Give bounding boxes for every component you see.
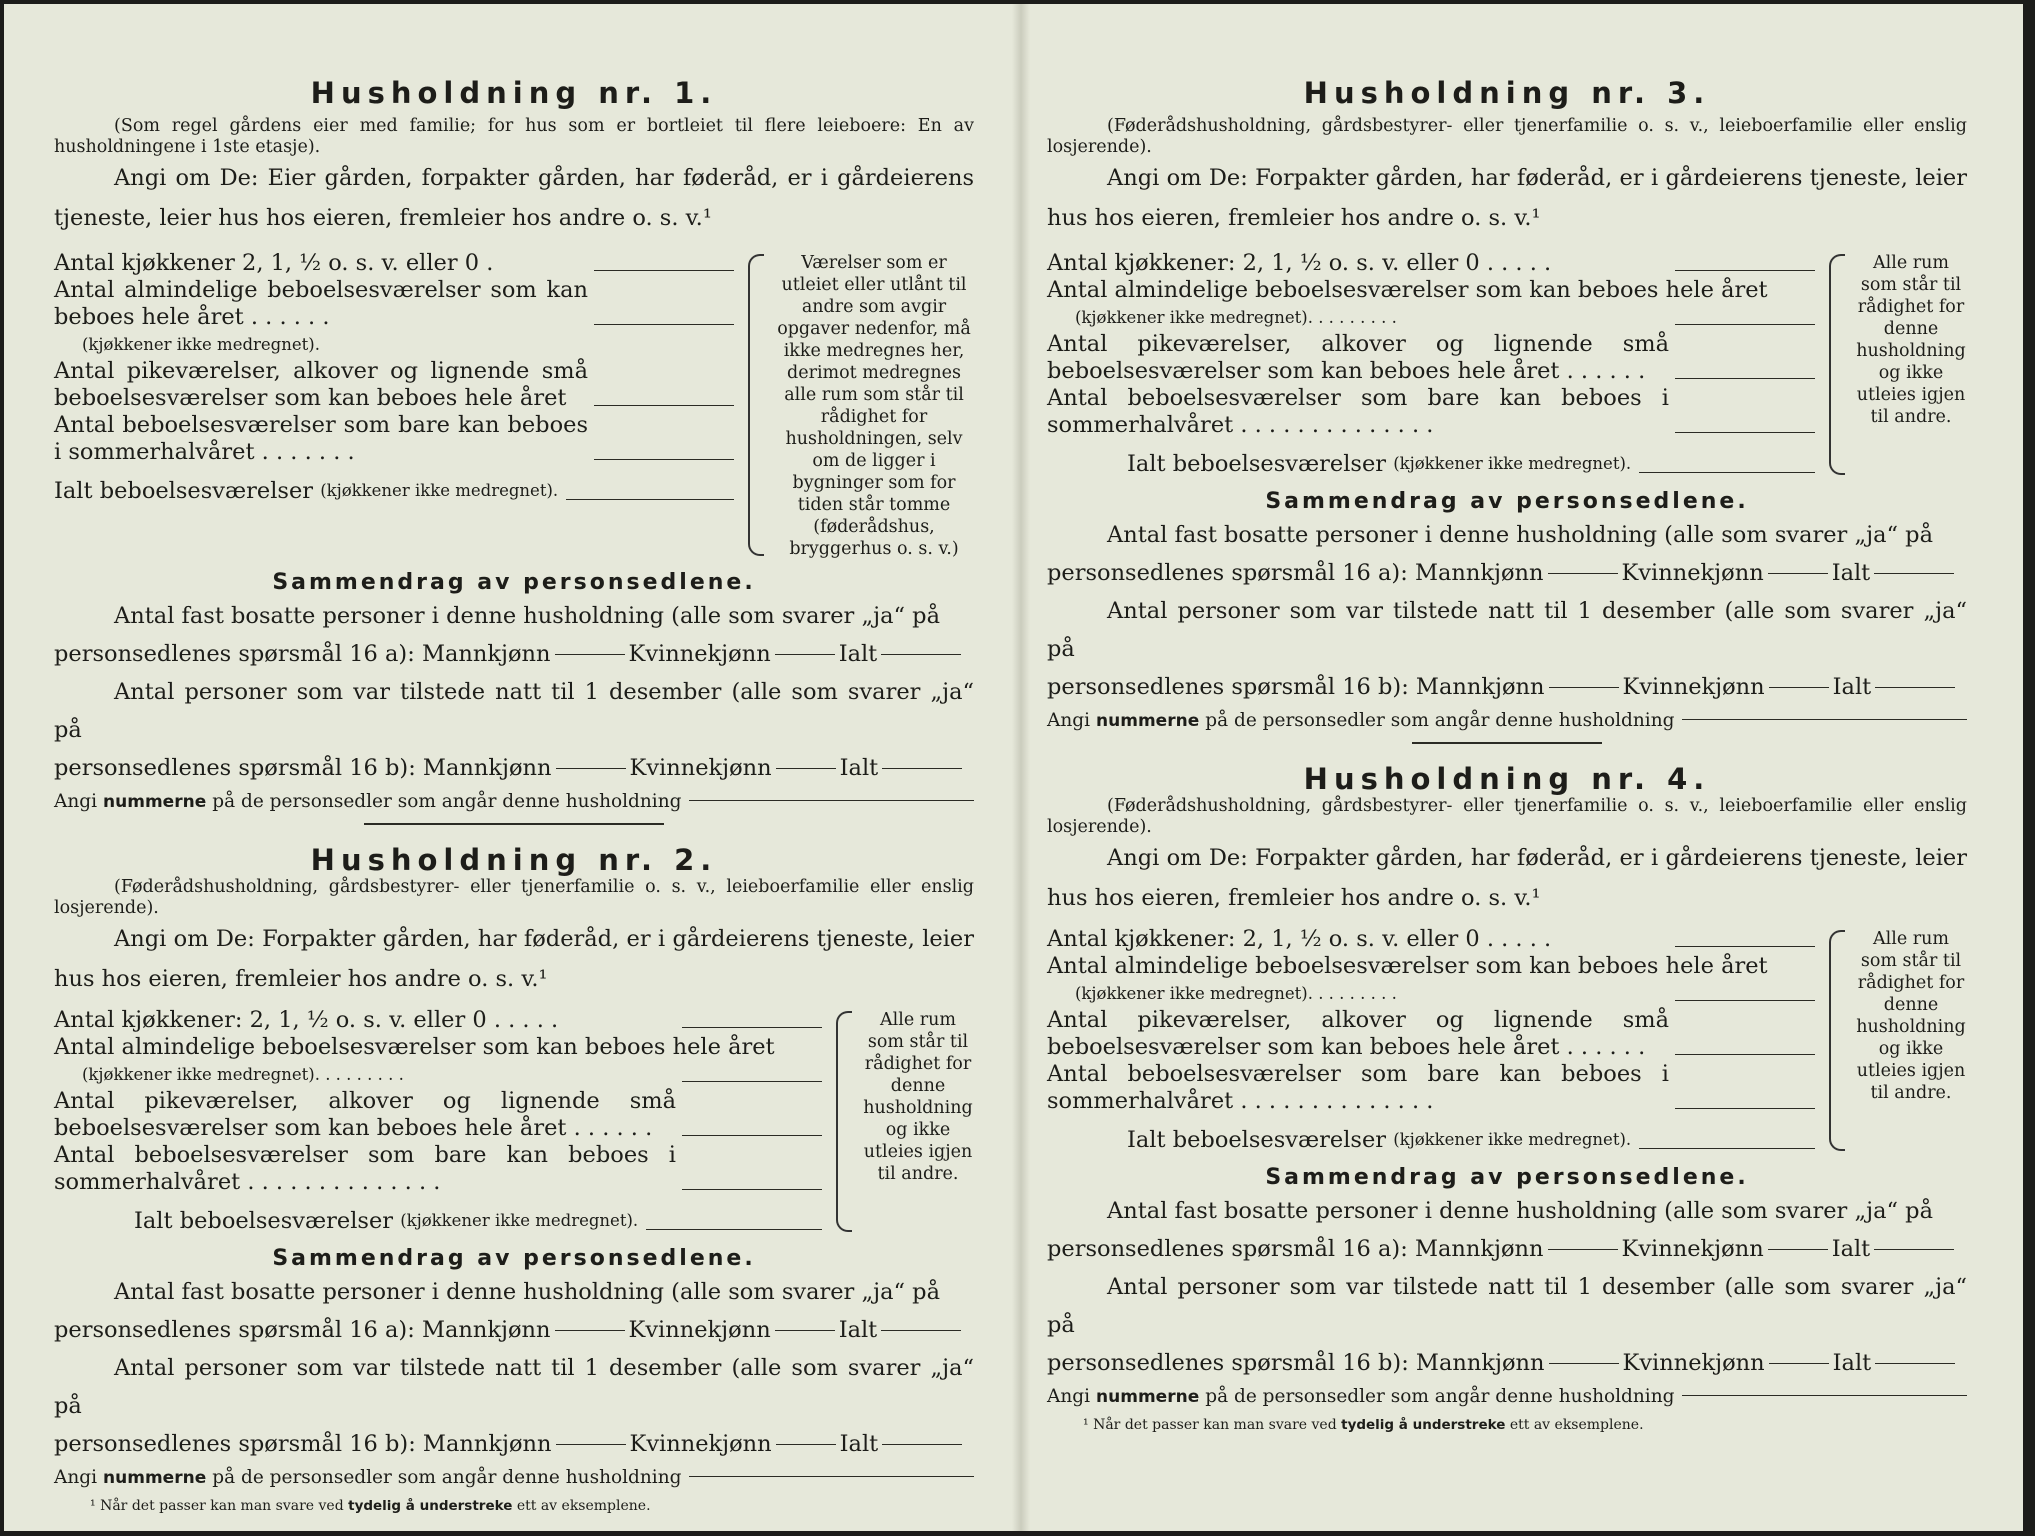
footnote-marker: ¹ bbox=[90, 1498, 96, 1514]
present-persons-row bbox=[54, 1425, 974, 1463]
total-field[interactable] bbox=[1874, 1249, 1954, 1250]
household-note: (Som regel gårdens eier med familie; for hus som er bortleiet til flere leieboere: En av husholdningene i 1ste etasje). bbox=[54, 116, 974, 157]
summer-rooms-row bbox=[1047, 1061, 1815, 1115]
numbers-row bbox=[1047, 1382, 1967, 1412]
fast-residents-row bbox=[1047, 1230, 1967, 1268]
total-rooms-note: (kjøkkener ikke medregnet). bbox=[320, 481, 559, 500]
total-rooms-label: Ialt beboelsesværelser bbox=[134, 1208, 394, 1234]
small-rooms-field[interactable] bbox=[1675, 1054, 1815, 1055]
question-16b: personsedlenes spørsmål 16 b): Mannkjønn bbox=[1047, 1350, 1545, 1376]
female-label: Kvinnekjønn bbox=[628, 1317, 771, 1343]
footnote-bold: tydelig å understreke bbox=[348, 1498, 513, 1514]
ordinary-rooms-note: (kjøkkener ikke medregnet). bbox=[82, 335, 320, 354]
total-rooms-field[interactable] bbox=[1639, 472, 1815, 473]
kitchens-label: Antal kjøkkener: 2, 1, ½ o. s. v. eller 0 . . . . . bbox=[1047, 250, 1552, 276]
numbers-pre: Angi bbox=[1047, 1386, 1091, 1407]
right-page bbox=[1047, 0, 1967, 1527]
numbers-post: på de personsedler som angår denne husholdning bbox=[212, 1467, 682, 1488]
numbers-post: på de personsedler som angår denne husholdning bbox=[1205, 710, 1675, 731]
question-16b: personsedlenes spørsmål 16 b): Mannkjønn bbox=[54, 755, 552, 781]
total-label: Ialt bbox=[839, 1431, 879, 1457]
kitchens-row bbox=[54, 1007, 822, 1034]
question-16a: personsedlenes spørsmål 16 a): Mannkjønn bbox=[54, 1317, 551, 1343]
total-field[interactable] bbox=[881, 1330, 961, 1331]
household-note: (Føderådshusholdning, gårdsbestyrer- eller tjenerfamilie o. s. v., leieboerfamilie eller enslig losjerende). bbox=[54, 877, 974, 918]
summer-rooms-label: Antal beboelsesværelser som bare kan beboes i sommerhalvåret . . . . . . . . . . . . . . bbox=[1047, 1061, 1669, 1114]
kitchens-row bbox=[1047, 926, 1815, 953]
rooms-side-note: Alle rum som står til rådighet for denne husholdning og ikke utleies igjen til andre. bbox=[1856, 253, 1966, 427]
numbers-pre: Angi bbox=[1047, 710, 1091, 731]
fast-residents-row bbox=[54, 635, 974, 673]
female-label: Kvinnekjønn bbox=[1621, 560, 1764, 586]
ordinary-rooms-label: Antal almindelige beboelsesværelser som kan beboes hele året bbox=[1047, 953, 1768, 979]
kitchens-field[interactable] bbox=[594, 270, 734, 271]
kitchens-field[interactable] bbox=[1675, 270, 1815, 271]
rooms-list bbox=[1047, 250, 1815, 479]
ordinary-rooms-label: Antal almindelige beboelsesværelser som kan beboes hele året bbox=[1047, 277, 1768, 303]
summary-title: Sammendrag av personsedlene. bbox=[272, 1246, 756, 1271]
small-rooms-row bbox=[54, 1088, 822, 1142]
total-rooms-note: (kjøkkener ikke medregnet). bbox=[1393, 454, 1632, 473]
ordinary-rooms-field[interactable] bbox=[1675, 324, 1815, 325]
present-persons-text: Antal personer som var tilstede natt til 1 desember (alle som svarer „ja“ på bbox=[1047, 1274, 1967, 1338]
male-field[interactable] bbox=[1549, 687, 1619, 688]
kitchens-label: Antal kjøkkener: 2, 1, ½ o. s. v. eller 0 . . . . . bbox=[54, 1007, 559, 1033]
total-label: Ialt bbox=[839, 755, 879, 781]
ownership-question: Angi om De: Forpakter gården, har føderåd, er i gårdeierens tjeneste, leier hus hos eieren, fremleier hos andre o. s. v.¹ bbox=[1047, 165, 1967, 231]
male-field[interactable] bbox=[1548, 573, 1618, 574]
total-field[interactable] bbox=[881, 654, 961, 655]
household-2 bbox=[54, 843, 974, 1515]
question-16a: personsedlenes spørsmål 16 a): Mannkjønn bbox=[1047, 560, 1544, 586]
male-field[interactable] bbox=[1548, 1249, 1618, 1250]
female-label: Kvinnekjønn bbox=[1622, 674, 1765, 700]
footnote bbox=[54, 1497, 974, 1515]
ordinary-note-row bbox=[54, 1061, 822, 1088]
total-label: Ialt bbox=[838, 641, 878, 667]
left-page bbox=[54, 0, 974, 1527]
numbers-field[interactable] bbox=[1682, 719, 1967, 720]
household-3 bbox=[1047, 76, 1967, 744]
footnote-post: ett av eksemplene. bbox=[1509, 1417, 1644, 1433]
female-field[interactable] bbox=[775, 1330, 835, 1331]
ordinary-rooms-field[interactable] bbox=[1675, 1000, 1815, 1001]
total-rooms-note: (kjøkkener ikke medregnet). bbox=[1393, 1130, 1632, 1149]
female-field[interactable] bbox=[775, 654, 835, 655]
fast-residents-text: Antal fast bosatte personer i denne husholdning (alle som svarer „ja“ på bbox=[114, 1279, 940, 1305]
female-field[interactable] bbox=[776, 768, 836, 769]
question-16b: personsedlenes spørsmål 16 b): Mannkjønn bbox=[1047, 674, 1545, 700]
summer-rooms-field[interactable] bbox=[1675, 432, 1815, 433]
summer-rooms-label: Antal beboelsesværelser som bare kan beboes i sommerhalvåret . . . . . . . . . . . . . . bbox=[54, 1142, 676, 1195]
numbers-field[interactable] bbox=[689, 800, 974, 801]
ordinary-note-row bbox=[1047, 980, 1815, 1007]
summer-rooms-label: Antal beboelsesværelser som bare kan beboes i sommerhalvåret . . . . . . . . . . . . . . bbox=[1047, 385, 1669, 438]
rooms-side-note: Alle rum som står til rådighet for denne husholdning og ikke utleies igjen til andre. bbox=[863, 1010, 973, 1184]
rooms-section bbox=[1047, 250, 1967, 479]
male-field[interactable] bbox=[555, 654, 625, 655]
total-label: Ialt bbox=[1831, 1236, 1871, 1262]
numbers-post: på de personsedler som angår denne husholdning bbox=[1205, 1386, 1675, 1407]
total-rooms-field[interactable] bbox=[566, 499, 734, 500]
total-rooms-row bbox=[1047, 449, 1815, 479]
numbers-post: på de personsedler som angår denne husholdning bbox=[212, 791, 682, 812]
numbers-bold: nummerne bbox=[103, 792, 207, 812]
small-rooms-field[interactable] bbox=[594, 405, 734, 406]
total-label: Ialt bbox=[1832, 674, 1872, 700]
ordinary-rooms-field[interactable] bbox=[594, 324, 734, 325]
ordinary-rooms-note: (kjøkkener ikke medregnet). . . . . . . . . bbox=[82, 1065, 404, 1084]
present-persons-text: Antal personer som var tilstede natt til 1 desember (alle som svarer „ja“ på bbox=[1047, 598, 1967, 662]
kitchens-row bbox=[54, 250, 734, 277]
total-rooms-row bbox=[1047, 1125, 1815, 1155]
numbers-field[interactable] bbox=[689, 1476, 974, 1477]
brace bbox=[1829, 254, 1845, 475]
numbers-row bbox=[1047, 706, 1967, 736]
ownership-question: Angi om De: Forpakter gården, har føderåd, er i gårdeierens tjeneste, leier hus hos eieren, fremleier hos andre o. s. v.¹ bbox=[1047, 845, 1967, 911]
present-persons-text: Antal personer som var tilstede natt til 1 desember (alle som svarer „ja“ på bbox=[54, 679, 974, 743]
numbers-pre: Angi bbox=[54, 791, 98, 812]
footnote-post: ett av eksemplene. bbox=[516, 1498, 651, 1514]
total-rooms-field[interactable] bbox=[1639, 1148, 1815, 1149]
footnote-marker: ¹ bbox=[1083, 1417, 1089, 1433]
small-rooms-label: Antal pikeværelser, alkover og lignende små beboelsesværelser som kan beboes hele året . . . . . . bbox=[1047, 1007, 1669, 1060]
ordinary-rooms-field[interactable] bbox=[682, 1081, 822, 1082]
male-field[interactable] bbox=[556, 768, 626, 769]
rooms-side-note: Værelser som er utleiet eller utlånt til andre som avgir opgaver nedenfor, må ikke medregnes her, derimot medregnes alle rum som står til rådighet for husholdningen, selv om de ligger i bygninger som for tiden står tomme (føderådshus, bryggerhus o. s. v.) bbox=[777, 253, 971, 559]
female-field[interactable] bbox=[776, 1444, 836, 1445]
total-rooms-row bbox=[54, 476, 734, 506]
summer-rooms-row bbox=[1047, 385, 1815, 439]
question-16b: personsedlenes spørsmål 16 b): Mannkjønn bbox=[54, 1431, 552, 1457]
total-rooms-row bbox=[54, 1206, 822, 1236]
female-label: Kvinnekjønn bbox=[628, 641, 771, 667]
ordinary-rooms-label: Antal almindelige beboelsesværelser som kan beboes hele året . . . . . . bbox=[54, 277, 588, 330]
fast-residents-row bbox=[54, 1311, 974, 1349]
female-field[interactable] bbox=[1768, 573, 1828, 574]
small-rooms-label: Antal pikeværelser, alkover og lignende små beboelsesværelser som kan beboes hele året . . . . . . bbox=[1047, 331, 1669, 384]
rooms-section bbox=[54, 250, 974, 560]
brace bbox=[836, 1011, 852, 1232]
total-rooms-field[interactable] bbox=[646, 1229, 822, 1230]
ordinary-rooms-note: (kjøkkener ikke medregnet). . . . . . . . . bbox=[1075, 308, 1397, 327]
household-4 bbox=[1047, 762, 1967, 1434]
summer-rooms-row bbox=[54, 412, 734, 466]
female-field[interactable] bbox=[1768, 1249, 1828, 1250]
numbers-bold: nummerne bbox=[1096, 1387, 1200, 1407]
summer-rooms-field[interactable] bbox=[594, 459, 734, 460]
numbers-bold: nummerne bbox=[103, 1468, 207, 1488]
male-field[interactable] bbox=[555, 1330, 625, 1331]
present-persons-row bbox=[1047, 668, 1967, 706]
rooms-section bbox=[1047, 926, 1967, 1155]
ordinary-note-row bbox=[1047, 304, 1815, 331]
fast-residents-text: Antal fast bosatte personer i denne husholdning (alle som svarer „ja“ på bbox=[114, 603, 940, 629]
summary-title: Sammendrag av personsedlene. bbox=[272, 570, 756, 595]
present-persons-text: Antal personer som var tilstede natt til 1 desember (alle som svarer „ja“ på bbox=[54, 1355, 974, 1419]
numbers-bold: nummerne bbox=[1096, 711, 1200, 731]
question-16a: personsedlenes spørsmål 16 a): Mannkjønn bbox=[54, 641, 551, 667]
fast-residents-text: Antal fast bosatte personer i denne husholdning (alle som svarer „ja“ på bbox=[1107, 522, 1933, 548]
kitchens-label: Antal kjøkkener 2, 1, ½ o. s. v. eller 0 . bbox=[54, 250, 494, 276]
rooms-side-note: Alle rum som står til rådighet for denne husholdning og ikke utleies igjen til andre. bbox=[1856, 929, 1966, 1103]
female-label: Kvinnekjønn bbox=[629, 1431, 772, 1457]
total-rooms-label: Ialt beboelsesværelser bbox=[1127, 451, 1387, 477]
fast-residents-text: Antal fast bosatte personer i denne husholdning (alle som svarer „ja“ på bbox=[1107, 1198, 1933, 1224]
numbers-field[interactable] bbox=[1682, 1395, 1967, 1396]
ordinary-rooms-row bbox=[1047, 953, 1815, 980]
ownership-question: Angi om De: Forpakter gården, har føderåd, er i gårdeierens tjeneste, leier hus hos eieren, fremleier hos andre o. s. v.¹ bbox=[54, 926, 974, 992]
footnote bbox=[1047, 1416, 1967, 1434]
small-rooms-row bbox=[1047, 1007, 1815, 1061]
kitchens-field[interactable] bbox=[682, 1027, 822, 1028]
section-divider bbox=[1412, 742, 1602, 744]
kitchens-row bbox=[1047, 250, 1815, 277]
present-persons-row bbox=[1047, 1344, 1967, 1382]
summary-title: Sammendrag av personsedlene. bbox=[1265, 489, 1749, 514]
rooms-section bbox=[54, 1007, 974, 1236]
total-rooms-label: Ialt beboelsesværelser bbox=[1127, 1127, 1387, 1153]
total-field[interactable] bbox=[1874, 573, 1954, 574]
rooms-list bbox=[54, 1007, 822, 1236]
female-label: Kvinnekjønn bbox=[1622, 1350, 1765, 1376]
fast-residents-row bbox=[1047, 554, 1967, 592]
summer-rooms-label: Antal beboelsesværelser som bare kan beboes i sommerhalvåret . . . . . . . bbox=[54, 412, 588, 465]
small-rooms-row bbox=[54, 358, 734, 412]
brace bbox=[748, 254, 764, 556]
female-label: Kvinnekjønn bbox=[629, 755, 772, 781]
ordinary-rooms-row bbox=[54, 277, 734, 331]
present-persons-row bbox=[54, 749, 974, 787]
summer-rooms-field[interactable] bbox=[682, 1189, 822, 1190]
household-note: (Føderådshusholdning, gårdsbestyrer- eller tjenerfamilie o. s. v., leieboerfamilie eller enslig losjerende). bbox=[1047, 796, 1967, 837]
female-field[interactable] bbox=[1769, 1363, 1829, 1364]
small-rooms-field[interactable] bbox=[682, 1135, 822, 1136]
small-rooms-field[interactable] bbox=[1675, 378, 1815, 379]
ordinary-rooms-note: (kjøkkener ikke medregnet). . . . . . . . . bbox=[1075, 984, 1397, 1003]
kitchens-field[interactable] bbox=[1675, 946, 1815, 947]
ownership-question: Angi om De: Eier gården, forpakter gården, har føderåd, er i gårdeierens tjeneste, leier hus hos eieren, fremleier hos andre o. s. v.¹ bbox=[54, 165, 974, 231]
household-1 bbox=[54, 76, 974, 825]
section-divider bbox=[364, 823, 664, 825]
footnote-bold: tydelig å understreke bbox=[1341, 1417, 1506, 1433]
footnote-pre: Når det passer kan man svare ved bbox=[1093, 1417, 1337, 1433]
total-label: Ialt bbox=[1831, 560, 1871, 586]
summary-title: Sammendrag av personsedlene. bbox=[1265, 1165, 1749, 1190]
total-label: Ialt bbox=[1832, 1350, 1872, 1376]
brace bbox=[1829, 930, 1845, 1151]
footnote-pre: Når det passer kan man svare ved bbox=[100, 1498, 344, 1514]
household-title: Husholdning nr. 4. bbox=[1303, 762, 1711, 796]
male-field[interactable] bbox=[1549, 1363, 1619, 1364]
total-rooms-label: Ialt beboelsesværelser bbox=[54, 478, 314, 504]
small-rooms-label: Antal pikeværelser, alkover og lignende små beboelsesværelser som kan beboes hele året . . . . . . bbox=[54, 1088, 676, 1141]
page-fold bbox=[1012, 4, 1030, 1531]
total-field[interactable] bbox=[882, 768, 962, 769]
total-field[interactable] bbox=[1875, 1363, 1955, 1364]
summer-rooms-row bbox=[54, 1142, 822, 1196]
question-16a: personsedlenes spørsmål 16 a): Mannkjønn bbox=[1047, 1236, 1544, 1262]
small-rooms-label: Antal pikeværelser, alkover og lignende små beboelsesværelser som kan beboes hele året bbox=[54, 358, 588, 411]
female-label: Kvinnekjønn bbox=[1621, 1236, 1764, 1262]
ordinary-note-row bbox=[54, 331, 734, 358]
summer-rooms-field[interactable] bbox=[1675, 1108, 1815, 1109]
total-field[interactable] bbox=[882, 1444, 962, 1445]
total-label: Ialt bbox=[838, 1317, 878, 1343]
household-note: (Føderådshusholdning, gårdsbestyrer- eller tjenerfamilie o. s. v., leieboerfamilie eller enslig losjerende). bbox=[1047, 116, 1967, 157]
household-title: Husholdning nr. 3. bbox=[1303, 76, 1711, 110]
rooms-list bbox=[1047, 926, 1815, 1155]
household-title: Husholdning nr. 1. bbox=[310, 76, 718, 110]
numbers-row bbox=[54, 787, 974, 817]
kitchens-label: Antal kjøkkener: 2, 1, ½ o. s. v. eller 0 . . . . . bbox=[1047, 926, 1552, 952]
female-field[interactable] bbox=[1769, 687, 1829, 688]
small-rooms-row bbox=[1047, 331, 1815, 385]
ordinary-rooms-row bbox=[1047, 277, 1815, 304]
total-rooms-note: (kjøkkener ikke medregnet). bbox=[400, 1211, 639, 1230]
ordinary-rooms-row bbox=[54, 1034, 822, 1061]
household-title: Husholdning nr. 2. bbox=[310, 843, 718, 877]
numbers-row bbox=[54, 1463, 974, 1493]
numbers-pre: Angi bbox=[54, 1467, 98, 1488]
total-field[interactable] bbox=[1875, 687, 1955, 688]
male-field[interactable] bbox=[556, 1444, 626, 1445]
rooms-list bbox=[54, 250, 734, 560]
ordinary-rooms-label: Antal almindelige beboelsesværelser som kan beboes hele året bbox=[54, 1034, 775, 1060]
